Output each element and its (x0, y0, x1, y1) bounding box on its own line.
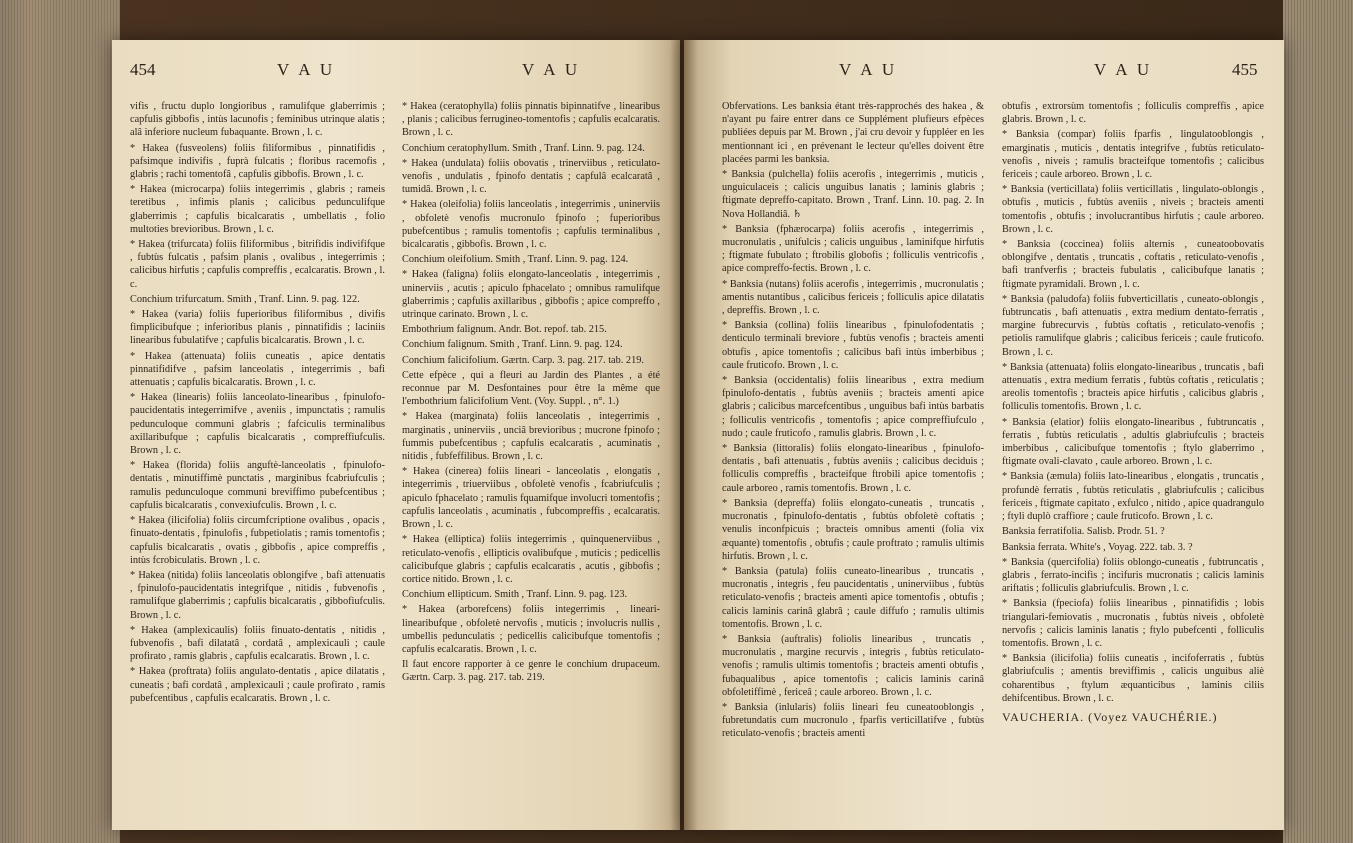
text-entry: * Hakea (marginata) foliis lanceolatis , integerrimis , marginatis , uninerviis , unciâ brevioribus ; mucrone fpinofo ; fummis pubefcentibus ; capfulis ecalcaratis , acuminatis , nitidis , fubfeffilibus. Brown , l. c. (402, 411, 660, 463)
text-column-1 (130, 100, 385, 707)
running-header: V A U (839, 60, 898, 79)
text-entry: * Banksia (compar) foliis fparfis , lingulatooblongis , emarginatis , muticis , dentatis integrifve , fubtùs reticulato-venofis , niveis ; ramulis bracteifque tomentofis ; calicibus fericeis ; caule arboreo. Brown , l. c. (1002, 129, 1264, 181)
text-entry: obtufis , extrorsùm tomentofis ; folliculis compreffis , apice glabris. Brown , l. c. (1002, 101, 1264, 126)
running-header: V A U (1094, 60, 1153, 79)
text-entry: Conchium ellipticum. Smith , Tranf. Linn. 9. pag. 123. (402, 589, 628, 601)
text-entry: * Hakea (ceratophylla) foliis pinnatis bipinnatifve , linearibus , planis ; calicibus ferrugineo-tomentofis ; capfulis ecalcaratis. Brown , l. c. (402, 101, 660, 139)
text-entry: Cette efpèce , qui a fleuri au Jardin des Plantes , a été reconnue par M. Desfontaines pour être la même que l'embothrium falicifolium Vent. (Voy. Suppl. , n°. 1.) (402, 369, 660, 408)
text-entry: * Hakea (florida) foliis anguftè-lanceolatis , fpinulofo-dentatis , minutiffimè punctatis , marginibus fcabriufculis ; ramulis pedunculoque communi breviffimo pubefcentibus ; capfulis bicalcaratis , convexiufculis. Brown , l. c. (130, 460, 385, 511)
text-entry: Conchium ceratophyllum. Smith , Tranf. Linn. 9. pag. 124. (402, 142, 645, 154)
text-entry: * Hakea (undulata) foliis obovatis , trinerviibus , reticulato-venofis , undulatis , fpinofo dentatis ; capfulâ ecalcaratâ , tumidâ. Brown , l. c. (402, 157, 660, 196)
right-page (684, 40, 1284, 830)
text-entry: * Banksia (inlularis) foliis lineari feu cuneatooblongis , fubretundatis cum mucronulo , fparfis verticillatifve , fubtùs reticulato-venofis ; bracteis amenti (722, 701, 984, 740)
text-entry: Obfervations. Les banksia étant très-rapprochés des hakea , & n'ayant pu faire entrer dans ce Supplément plufieurs efpèces publiées depuis par M. Brown , j'ai cru devoir y fuppléer en les mentionnant ici , en prévenant le lecteur qu'elles doivent être placées parmi les banksia. (722, 101, 984, 165)
text-entry: * Banksia (littoralis) foliis elongato-linearibus , fpinulofo-dentatis , bafi attenuatis , fubtùs aveniis ; calicibus deciduis ; folliculis compreffis , bracteifque ftrobili apice tomentofis ; caule arboreo , ramis tomentofis. Brown , l. c. (722, 443, 984, 494)
text-entry: Conchium falicifolium. Gærtn. Carp. 3. pag. 217. tab. 219. (402, 354, 644, 366)
running-header: V A U (522, 60, 581, 79)
text-entry: * Hakea (microcarpa) foliis integerrimis , glabris ; rameis teretibus , infimis planis ; calicibus pedunculifque glaberrimis ; capfulis bicalcaratis , umbellatis , folio multoties brevioribus. Brown , l. c. (130, 184, 385, 235)
text-entry: * Hakea (ilicifolia) foliis circumfcriptione ovalibus , opacis , finuato-dentatis , fpinulofis , fubpetiolatis ; ramis tomentofis ; capfulis bicalcaratis , ovatis , gibbofis , apice compreffis , intùs fcrobiculatis. Brown , l. c. (130, 515, 385, 566)
text-column-1 (722, 100, 984, 743)
text-entry: * Banksia (coccinea) foliis alternis , cuneatoobovatis oblongifve , dentatis , truncatis , coftatis , reticulato-venofis , bafi tranfverfis ; bracteis fubulatis , calicibufque lanatis ; ftigmate pyramidali. Brown , l. c. (1002, 239, 1264, 290)
text-entry: * Banksia (elatior) foliis elongato-linearibus , fubtruncatis , ferratis , fubtùs reticulatis , adultis glabriufculis ; bracteis imberbibus , calicibufque tomentofis ; ftylo glaberrimo , ftigmate ovali-clavato , caule arboreo. Brown , l. c. (1002, 416, 1264, 468)
text-entry: * Banksia (collina) foliis linearibus , fpinulofodentatis ; denticulo terminali breviore , fubtùs venofis ; bracteis amenti obtufis , apice tomentofis ; calicibus bafi intùs imberbibus ; caule fruticofo. Brown , l. c. (722, 320, 984, 371)
text-entry: * Hakea (faligna) foliis elongato-lanceolatis , integerrimis , uninerviis , acutis ; apiculo fphacelato ; omnibus ramulifque glaberrimis ; capfulis axillaribus , gibbofis ; apice compreffo , utrinque carinato. Brown , l. c. (402, 269, 660, 321)
page-number: 455 (1232, 60, 1258, 79)
text-entry: Banksia ferratifolia. Salisb. Prodr. 51. ? (1002, 526, 1165, 538)
page-edges-right (1283, 0, 1353, 843)
text-entry: Conchium trifurcatum. Smith , Tranf. Linn. 9. pag. 122. (130, 293, 360, 305)
left-page (112, 40, 680, 830)
text-entry: * Banksia (æmula) foliis lato-linearibus , elongatis , truncatis , profundè ferratis , fubtùs reticulatis , glabriufculis ; calicibus fericeis , ftigmate capitato , exfulco , nitido , apice quadrangulo ; ftyli duplò craffiore ; caule fruticofo. Brown , l. c. (1002, 471, 1264, 523)
text-entry: * Hakea (trifurcata) foliis filiformibus , bitrifidis indivififque , fubtùs fulcatis , pafsim planis , ovalibus , integerrimis ; calicibus hirfutis ; capfulis compreffis , ecalcaratis. Brown , l. c. (130, 239, 385, 290)
text-entry: * Banksia (ilicifolia) foliis cuneatis , incifoferratis , fubtùs glabriufculis ; amentis breviffimis , calicis unguibus aliè coharentibus , ftylum æquanticibus , laminis ciliis dehifcentibus. Brown , l. c. (1002, 653, 1264, 704)
text-entry: * Hakea (oleifolia) foliis lanceolatis , integerrimis , uninerviis , obfoletè venofis mucronulo fpinofo ; fuperioribus pubefcentibus ; ramulis tomentofis ; capfulis terminalibus , bicalcaratis , gibbofis. Brown , l. c. (402, 199, 660, 251)
text-entry: * Hakea (proftrata) foliis angulato-dentatis , apice dilatatis , cuneatis ; bafi cordatâ , amplexicauli ; caule profirato , ramis pubefcentibus , capfulis ecalcaratis. Brown , l. c. (130, 666, 385, 704)
text-entry: * Banksia (nutans) foliis acerofis , integerrimis , mucronulatis ; amentis nutantibus , calicibus fericeis ; folliculis apice dilatatis , depreffis. Brown , l. c. (722, 278, 984, 317)
text-entry: * Banksia (paludofa) foliis fubverticillatis , cuneato-oblongis , fubtruncatis , bafi attenuatis , extra medium dentato-ferratis , margine fubrecurvis , fubtùs coftatis , reticulato-venofis ; petiolis ramulifque glabris ; calicibus fericeis ; caule fruticofo. Brown , l. c. (1002, 293, 1264, 358)
text-entry: * Hakea (amplexicaulis) foliis finuato-dentatis , nitidis , fubvenofis , bafi dilatatâ , cordatâ , amplexicauli ; caule profirato , ramis glabris , capfulis ecalcaratis. Brown , l. c. (130, 624, 385, 663)
text-entry: * Banksia (occidentalis) foliis linearibus , extra medium fpinulofo-dentatis , fubtùs aveniis ; bracteis amenti apice glabris ; calicibus marcefcentibus , unguibus bafi intùs barbatis ; folliculis ventricofis , tomentofis ; apice compreffiufculo , nudo ; caule fruticofo , ramulis glabris. Brown , l. c. (722, 375, 984, 439)
text-entry: vifis , fructu duplo longioribus , ramulifque glaberrimis ; capfulis gibbofis , intùs lacunofis ; feminibus utrinque alatis ; alâ inferiore nucleum fubaquante. Brown , l. c. (130, 101, 385, 139)
text-entry: * Hakea (elliptica) foliis integerrimis , quinquenerviibus , reticulato-venofis , ellipticis ovalibufque , muticis ; pedicellis calicibufque glabris ; capfulis ecalcaratis , acutis , gibbofis ; cortice nitido. Brown , l. c. (402, 534, 660, 585)
text-entry: * Hakea (attenuata) foliis cuneatis , apice dentatis pinnatifidifve , pafsim lanceolatis , integerrimis , bafi attenuatis ; capfulis bicalcaratis. Brown , l. c. (130, 350, 385, 389)
text-entry: * Banksia (verticillata) foliis verticillatis , lingulato-oblongis , obtufis , muticis , fubtùs aveniis , niveis ; bracteis amenti tomentofis , obtufis ; involucrantibus hirfutis ; caule arboreo. Brown , l. c. (1002, 184, 1264, 235)
text-entry: * Banksia (attenuata) foliis elongato-linearibus , truncatis , bafi attenuatis , extra medium ferratis , fubtùs coftatis , reticulatis ; areolis tomentofis ; bracteis apice hirfutis , calicibus glabris , folliculis tomentofis. Brown , l. c. (1002, 361, 1264, 413)
text-entry: * Banksia (depreffa) foliis elongato-cuneatis , truncatis , mucronatis , fpinulofo-dentatis , fubtùs obfoletè coftatis ; venulis inconfpicuis ; bracteis omnibus amenti (folia vix æquante) tomentofis , obtufis ; caule proftrato ; ramulis ultimis hirfutis. Brown , l. c. (722, 497, 984, 562)
text-entry: * Hakea (varia) foliis fuperioribus filiformibus , divifis fimplicibufque ; inferioribus planis , pinnatifidis ; laciniis linearibus fubulatifve ; capfulis bicalcaratis. Brown , l. c. (130, 309, 385, 347)
text-entry: Il faut encore rapporter à ce genre le conchium drupaceum. Gærtn. Carp. 3. pag. 217. tab. 219. (402, 659, 660, 684)
text-entry: Conchium oleifolium. Smith , Tranf. Linn. 9. pag. 124. (402, 254, 629, 266)
text-column-2 (402, 100, 660, 687)
page-number: 454 (130, 60, 156, 79)
text-entry: * Hakea (nitida) foliis lanceolatis oblongifve , bafi attenuatis , fpinulofo-paucidentatis integrifque , nitidis , fubvenofis , ramulifque glaberrimis ; capfulis bicalcaratis , gibbofiufculis. Brown , l. c. (130, 569, 385, 621)
text-entry: * Banksia (fphærocarpa) foliis acerofis , integerrimis , mucronulatis , unifulcis ; calicis unguibus , laminifque hirfutis ; ftigmate fubulato ; ftrobilis globofis ; folliculis ventricofis , apice compreffo-fectis. Brown , l. c. (722, 223, 984, 275)
text-entry: Conchium falignum. Smith , Tranf. Linn. 9. pag. 124. (402, 339, 623, 351)
text-entry: Embothrium falignum. Andr. Bot. repof. tab. 215. (402, 324, 607, 336)
text-entry: * Banksia (auftralis) foliolis linearibus , truncatis , mucronulatis , margine recurvis , integris , fubtùs reticulato-venofis ; ramulis ultimis tomentofis ; bracteis amenti obtufis , fubaqualibus , apice tomentofis ; calicis laminis carinâ obfoletiffimè , fericeâ ; caule arboreo. Brown , l. c. (722, 633, 984, 698)
running-header: V A U (277, 60, 336, 79)
text-entry: * Banksia (quercifolia) foliis oblongo-cuneatis , fubtruncatis , glabris , ferrato-incifis ; incifuris mucronatis ; calicis laminis ariftatis ; folliculis glabriufculis. Brown , l. c. (1002, 556, 1264, 595)
text-entry: * Hakea (fusveolens) foliis filiformibus , pinnatifidis , pafsimque indivifis , fuprà fulcatis ; floribus racemofis , glabris ; rachi tomentofâ , capfulis gibbofis. Brown , l. c. (130, 142, 385, 181)
page-edges-left (0, 0, 120, 843)
book-gutter (670, 40, 698, 830)
text-entry: Banksia ferrata. White's , Voyag. 222. tab. 3. ? (1002, 541, 1193, 553)
text-entry: * Hakea (linearis) foliis lanceolato-linearibus , fpinulofo-paucidentatis integerrimifve , aveniis , impunctatis ; ramulis pedunculoque communi glabris ; fafciculis terminalibus axillaribufque ; capfulis bicalcaratis , compreffiufculis. Brown , l. c. (130, 392, 385, 457)
footer-note: VAUCHERIA. (Voyez VAUCHÉRIE.) (1002, 709, 1218, 724)
text-entry: * Hakea (arborefcens) foliis integerrimis , lineari-linearibufque , obfoletè nervofis , muticis ; involucris nullis , umbellis pedunculatis ; pedicellis calicibufque tomentofis ; capfulis ecalcaratis. Brown , l. c. (402, 604, 660, 655)
text-entry: * Banksia (patula) foliis cuneato-linearibus , truncatis , mucronatis , integris , feu paucidentatis , uninerviibus , fubtùs reticulato-venofis ; bracteis amenti apice tomentofis , obtufis ; calicis laminis carinâ glabrâ ; caule diffufo ; ramulis ultimis tomentofis. Brown , l. c. (722, 565, 984, 630)
text-entry: * Banksia (fpeciofa) foliis linearibus , pinnatifidis ; lobis triangulari-femiovatis , mucronatis , fubtùs niveis , obfoletè nervofis ; calicis laminis lanatis ; ftylo pubefcenti , folliculis tomentofis. Brown , l. c. (1002, 598, 1264, 649)
text-entry: * Hakea (cinerea) foliis lineari - lanceolatis , elongatis , integerrimis , triuerviibus , obfoletè venofis , fcabriufculis ; apiculo fphacelato ; ramulis fquamifque involucri tomentofis ; capfulis lanceolatis , acuminatis , fubcompreffis , ecalcaratis. Brown , l. c. (402, 466, 660, 531)
text-entry: * Banksia (pulchella) foliis acerofis , integerrimis , muticis , unguiculaceis ; calicis unguibus lanatis ; laminis glabris ; ftigmate depreffo-capitato. Brown , Tranf. Linn. 10. pag. 2. In Nova Hollandiâ. ♄ (722, 169, 984, 220)
text-column-2 (1002, 100, 1264, 726)
